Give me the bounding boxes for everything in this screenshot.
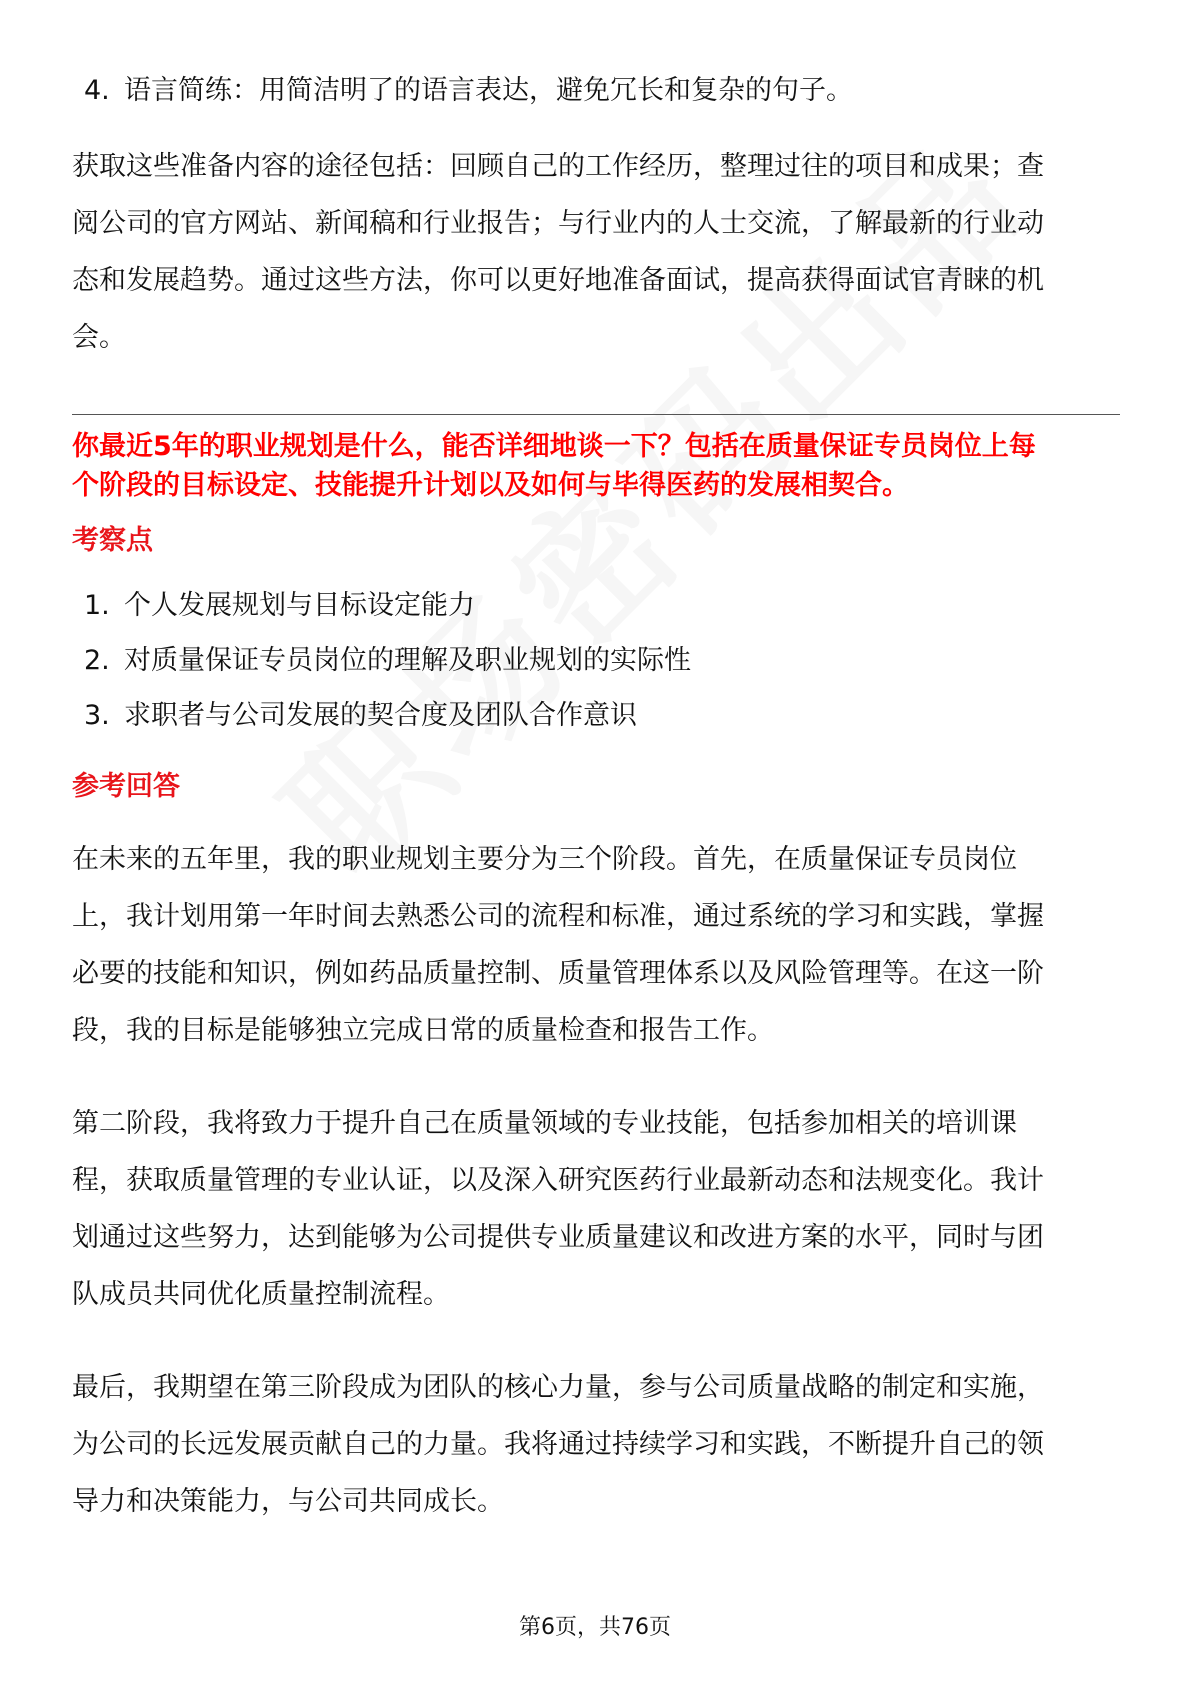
list-text: 语言简练：用简洁明了的语言表达，避免冗长和复杂的句子。 — [124, 75, 853, 106]
answer-paragraph — [72, 831, 1120, 1059]
paragraph-line: 上，我计划用第一年时间去熟悉公司的流程和标准，通过系统的学习和实践，掌握 — [72, 901, 1044, 932]
paragraph-line: 导力和决策能力，与公司共同成长。 — [72, 1486, 504, 1517]
list-number: 4. — [84, 75, 110, 106]
question-line: 你最近5年的职业规划是什么，能否详细地谈一下？包括在质量保证专员岗位上每 — [72, 431, 1036, 462]
paragraph-line: 必要的技能和知识，例如药品质量控制、质量管理体系以及风险管理等。在这一阶 — [72, 958, 1044, 989]
list-number: 1. — [84, 590, 110, 621]
paragraph-line: 段，我的目标是能够独立完成日常的质量检查和报告工作。 — [72, 1015, 774, 1046]
list-item — [72, 632, 1120, 690]
list-text: 对质量保证专员岗位的理解及职业规划的实际性 — [124, 645, 691, 676]
list-text: 个人发展规划与目标设定能力 — [124, 590, 475, 621]
paragraph-line: 会。 — [72, 322, 126, 353]
paragraph-line: 最后，我期望在第三阶段成为团队的核心力量，参与公司质量战略的制定和实施， — [72, 1372, 1044, 1403]
paragraph-line: 划通过这些努力，达到能够为公司提供专业质量建议和改进方案的水平，同时与团 — [72, 1222, 1044, 1253]
answer-heading: 参考回答 — [72, 771, 180, 802]
paragraph-line: 程，获取质量管理的专业认证，以及深入研究医药行业最新动态和法规变化。我计 — [72, 1165, 1044, 1196]
list-number: 3. — [84, 700, 110, 731]
interview-question — [72, 427, 1120, 505]
question-line: 个阶段的目标设定、技能提升计划以及如何与毕得医药的发展相契合。 — [72, 470, 909, 501]
exam-points-heading: 考察点 — [72, 525, 153, 556]
paragraph-line: 在未来的五年里，我的职业规划主要分为三个阶段。首先，在质量保证专员岗位 — [72, 844, 1017, 875]
paragraph-line: 队成员共同优化质量控制流程。 — [72, 1279, 450, 1310]
list-item — [72, 62, 1120, 120]
answer-paragraph — [72, 1359, 1120, 1530]
page-content — [72, 62, 1120, 1530]
answer-paragraph — [72, 1095, 1120, 1323]
paragraph-line: 第二阶段，我将致力于提升自己在质量领域的专业技能，包括参加相关的培训课 — [72, 1108, 1017, 1139]
intro-paragraph — [72, 138, 1120, 366]
list-number: 2. — [84, 645, 110, 676]
list-item — [72, 577, 1120, 635]
paragraph-line: 阅公司的官方网站、新闻稿和行业报告；与行业内的人士交流，了解最新的行业动 — [72, 208, 1044, 239]
page-footer: 第6页，共76页 — [519, 1615, 671, 1640]
list-text: 求职者与公司发展的契合度及团队合作意识 — [124, 700, 637, 731]
paragraph-line: 获取这些准备内容的途径包括：回顾自己的工作经历，整理过往的项目和成果；查 — [72, 151, 1044, 182]
list-item — [72, 687, 1120, 745]
paragraph-line: 态和发展趋势。通过这些方法，你可以更好地准备面试，提高获得面试官青睐的机 — [72, 265, 1044, 296]
exam-points-list — [72, 577, 1120, 745]
paragraph-line: 为公司的长远发展贡献自己的力量。我将通过持续学习和实践，不断提升自己的领 — [72, 1429, 1044, 1460]
